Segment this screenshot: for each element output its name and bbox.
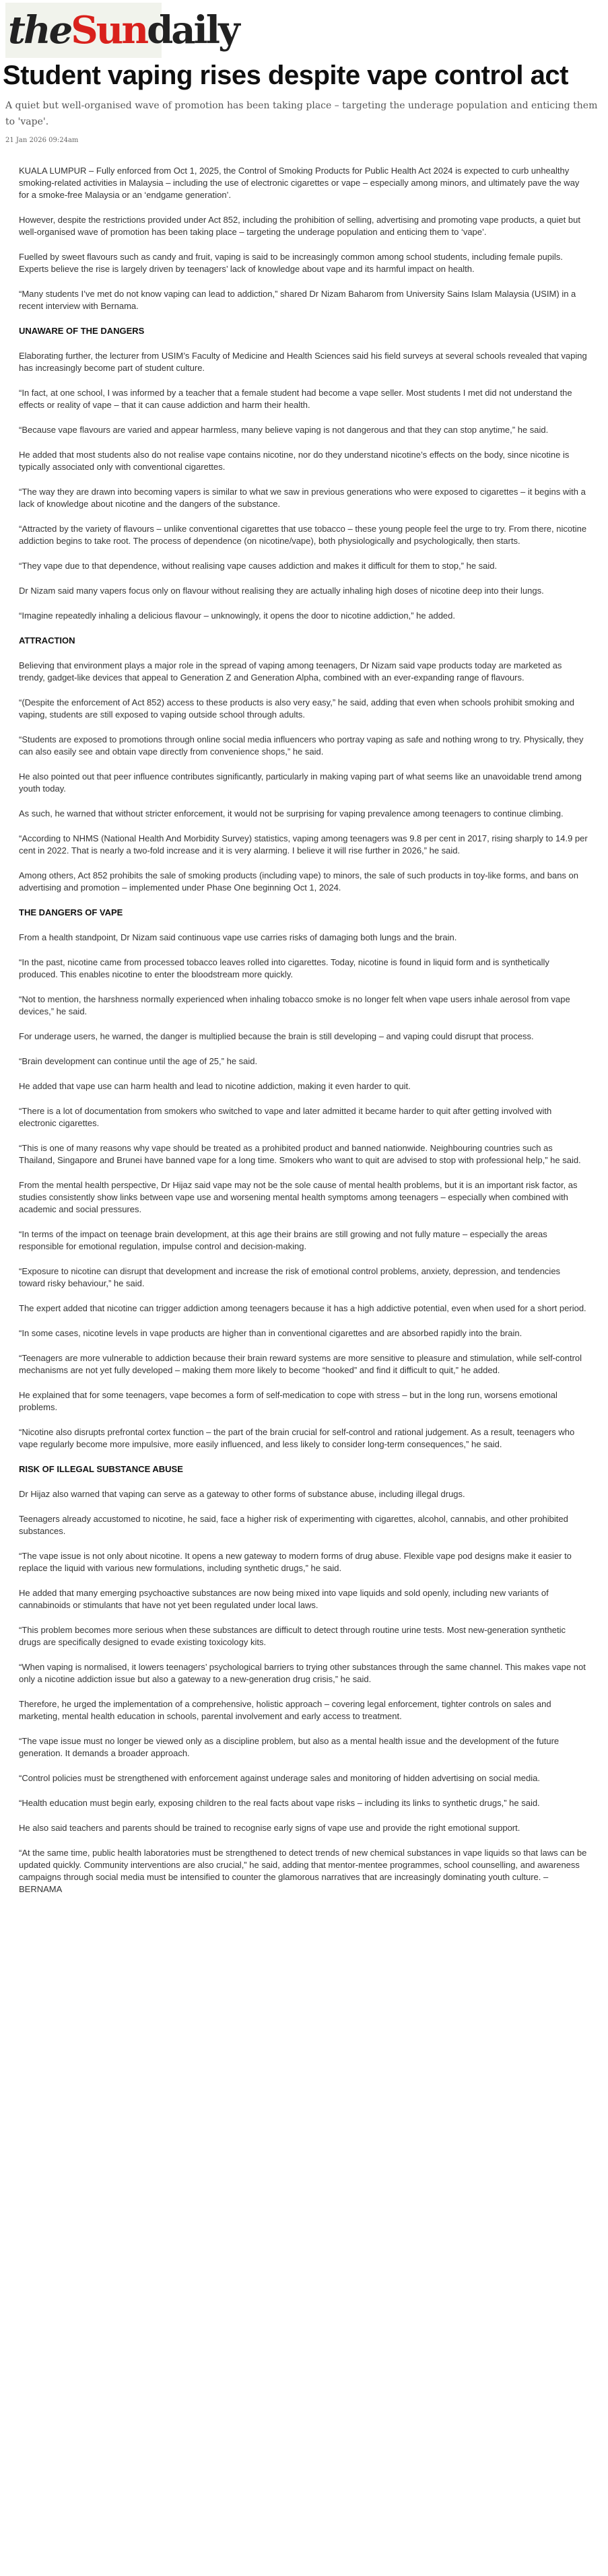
article-paragraph: “The vape issue must no longer be viewed only as a discipline problem, but also as a mental health issue and the development of the future generation. It demands a broader approach. <box>19 1736 560 1758</box>
article-headline: Student vaping rises despite vape control act <box>3 61 568 90</box>
article-paragraph: Dr Hijaz also warned that vaping can serve as a gateway to other forms of substance abuse, including illegal drugs. <box>19 1489 465 1499</box>
article-paragraph: However, despite the restrictions provided under Act 852, including the prohibition of selling, advertising and promoting vape products, a quiet but well-organised wave of promotion has been taking place – targeting the underage population and enticing them to ‘vape’. <box>19 215 580 237</box>
article-paragraph: “According to NHMS (National Health And Morbidity Survey) statistics, vaping among teenagers was 9.8 per cent in 2017, rising sharply to 14.9 per cent in 2022. That is nearly a two-fold increase and it is very alarming. I believe it will rise further in 2026,” he said. <box>19 833 588 856</box>
article-paragraph: “Because vape flavours are varied and appear harmless, many believe vaping is not dangerous and that they can stop anytime,” he said. <box>19 425 549 435</box>
article-paragraph: Believing that environment plays a major role in the spread of vaping among teenagers, Dr Nizam said vape products today are marketed as trendy, gadget-like devices that appeal to Generation Z and Generation Alpha, combined with an ever-expanding range of flavours. <box>19 660 562 683</box>
logo-sun: Sun <box>71 8 147 53</box>
article-paragraph: The expert added that nicotine can trigger addiction among teenagers because it has a high addictive potential, even when used for a short period. <box>19 1303 586 1313</box>
article-paragraph: “At the same time, public health laboratories must be strengthened to detect trends of new chemical substances in vape liquids so that laws can be updated quickly. Community interventions are also crucial,” he said, adding that mentor-mentee programmes, school counselling, and awareness campaigns through social media must be intensified to counter the glamorous narratives that are increasingly dominating youth culture. – BERNAMA <box>19 1848 587 1894</box>
logo-wordmark <box>8 8 238 53</box>
article-dateline: 21 Jan 2026 09:24am <box>5 137 79 144</box>
article-paragraph: He added that many emerging psychoactive substances are now being mixed into vape liquids and sold openly, including new variants of cannabinoids or stimulants that have not yet been regulated under local laws. <box>19 1588 549 1610</box>
article-paragraph: “In fact, at one school, I was informed by a teacher that a female student had become a vape seller. Most students I met did not understand the effects or reality of vape – that it can cause addiction and harm their health. <box>19 388 572 410</box>
logo-daily: daily <box>147 8 238 53</box>
article-paragraph: “Attracted by the variety of flavours – unlike conventional cigarettes that use tobacco – these young people feel the urge to try. From there, nicotine addiction begins to take root. The process of dependence (on nicotine/vape), both physiologically and psychologically, then starts. <box>19 524 587 546</box>
thesun-logo[interactable] <box>5 3 238 58</box>
article-paragraph: “This problem becomes more serious when these substances are difficult to detect through routine urine tests. Most new-generation synthetic drugs are specifically designed to evade existing toxicology kits. <box>19 1625 566 1647</box>
article-paragraph: “This is one of many reasons why vape should be treated as a prohibited product and banned nationwide. Neighbouring countries such as Thailand, Singapore and Brunei have banned vape for a long time. Smokers who want to quit are advised to stop with professional help,” he said. <box>19 1143 581 1165</box>
article-paragraph: “When vaping is normalised, it lowers teenagers’ psychological barriers to trying other substances through the same channel. This makes vape not only a nicotine addiction issue but also a gateway to a new-generation drug crisis,” he said. <box>19 1662 586 1684</box>
article-paragraph: Fuelled by sweet flavours such as candy and fruit, vaping is said to be increasingly common among school students, including female pupils. Experts believe the rise is largely driven by teenagers’ lack of knowledge about vape and its harmful impact on health. <box>19 252 563 274</box>
article-body <box>19 165 588 1908</box>
article-paragraph: Therefore, he urged the implementation of a comprehensive, holistic approach – covering legal enforcement, tighter controls on sales and marketing, mental health education in schools, parental involvement and early access to treatment. <box>19 1699 551 1721</box>
article-paragraph: As such, he warned that without stricter enforcement, it would not be surprising for vaping prevalence among teenagers to continue climbing. <box>19 808 564 819</box>
article-paragraph: KUALA LUMPUR – Fully enforced from Oct 1, 2025, the Control of Smoking Products for Public Health Act 2024 is expected to curb unhealthy smoking-related activities in Malaysia – including the use of electronic cigarettes or vape – especially among minors, and ultimately pave the way for a smoke-free Malaysia or an ‘endgame generation’. <box>19 166 580 200</box>
article-paragraph: He explained that for some teenagers, vape becomes a form of self-medication to cope with stress – but in the long run, worsens emotional problems. <box>19 1390 558 1412</box>
article-paragraph: He also said teachers and parents should be trained to recognise early signs of vape use and provide the right emotional support. <box>19 1823 520 1833</box>
article-paragraph: “Nicotine also disrupts prefrontal cortex function – the part of the brain crucial for self-control and rational judgement. As a result, teenagers who vape regularly become more impulsive, more easily influenced, and less likely to consider long-term consequences,” he said. <box>19 1427 575 1449</box>
article-paragraph: Dr Nizam said many vapers focus only on flavour without realising they are actually inhaling high doses of nicotine deep into their lungs. <box>19 586 544 596</box>
section-heading: ATTRACTION <box>19 635 75 646</box>
article-paragraph: For underage users, he warned, the danger is multiplied because the brain is still developing – and vaping could disrupt that process. <box>19 1031 534 1041</box>
article-paragraph: Elaborating further, the lecturer from USIM’s Faculty of Medicine and Health Sciences said his field surveys at several schools revealed that vaping has increasingly become part of student culture. <box>19 351 587 373</box>
article-paragraph: “They vape due to that dependence, without realising vape causes addiction and makes it difficult for them to stop,” he said. <box>19 561 498 571</box>
article-paragraph: “Control policies must be strengthened with enforcement against underage sales and monitoring of hidden advertising on social media. <box>19 1773 540 1783</box>
article-paragraph: Among others, Act 852 prohibits the sale of smoking products (including vape) to minors, the sale of such products in toy-like forms, and bans on advertising and promotion – implemented under Phase One beginning Oct 1, 2024. <box>19 870 578 893</box>
article-paragraph: He also pointed out that peer influence contributes significantly, particularly in making vaping part of what seems like an unavoidable trend among youth today. <box>19 771 582 794</box>
article-paragraph: “In terms of the impact on teenage brain development, at this age their brains are still growing and not fully mature – especially the areas responsible for emotional regulation, impulse control and decision-making. <box>19 1229 547 1251</box>
section-heading: UNAWARE OF THE DANGERS <box>19 326 145 336</box>
section-heading: THE DANGERS OF VAPE <box>19 907 123 917</box>
article-paragraph: “Students are exposed to promotions through online social media influencers who portray vaping as safe and nothing wrong to try. Physically, they can also easily see and obtain vape directly from convenience shops,” he said. <box>19 734 584 757</box>
article-paragraph: “Not to mention, the harshness normally experienced when inhaling tobacco smoke is no longer felt when vape users inhale aerosol from vape devices,” he said. <box>19 994 570 1016</box>
logo-the: the <box>8 8 71 53</box>
article-paragraph: “Teenagers are more vulnerable to addiction because their brain reward systems are more sensitive to pleasure and stimulation, while self-control mechanisms are not yet fully developed – making them more likely to become “hooked” and find it difficult to quit,” he added. <box>19 1353 582 1375</box>
article-paragraph: “There is a lot of documentation from smokers who switched to vape and later admitted it became harder to quit after getting involved with electronic cigarettes. <box>19 1106 552 1128</box>
article-paragraph: Teenagers already accustomed to nicotine, he said, face a higher risk of experimenting with cigarettes, alcohol, cannabis, and other prohibited substances. <box>19 1514 568 1536</box>
section-heading: RISK OF ILLEGAL SUBSTANCE ABUSE <box>19 1464 183 1474</box>
article-paragraph: “In the past, nicotine came from processed tobacco leaves rolled into cigarettes. Today, nicotine is found in liquid form and is synthetically produced. This enables nicotine to enter the bloodstream more quickly. <box>19 957 549 979</box>
article-paragraph: “The way they are drawn into becoming vapers is similar to what we saw in previous generations who were exposed to cigarettes – it begins with a lack of knowledge about nicotine and the dangers of the substance. <box>19 487 586 509</box>
article-standfirst: A quiet but well-organised wave of promotion has been taking place – targeting the underage population and enticing them to 'vape'. <box>5 100 598 127</box>
article-paragraph: “The vape issue is not only about nicotine. It opens a new gateway to modern forms of drug abuse. Flexible vape pod designs make it easier to replace the liquid with various new formulations, including synthetic drugs,” he said. <box>19 1551 572 1573</box>
article-paragraph: “Brain development can continue until the age of 25,” he said. <box>19 1056 258 1066</box>
article-paragraph: “In some cases, nicotine levels in vape products are higher than in conventional cigarettes and are absorbed rapidly into the brain. <box>19 1328 522 1338</box>
article-paragraph: From a health standpoint, Dr Nizam said continuous vape use carries risks of damaging both lungs and the brain. <box>19 932 457 942</box>
article-paragraph: “Imagine repeatedly inhaling a delicious flavour – unknowingly, it opens the door to nicotine addiction,” he added. <box>19 611 456 621</box>
article-paragraph: “Health education must begin early, exposing children to the real facts about vape risks – including its links to synthetic drugs,” he said. <box>19 1798 540 1808</box>
article-paragraph: From the mental health perspective, Dr Hijaz said vape may not be the sole cause of mental health problems, but it is an important risk factor, as studies consistently show links between vape use and worsening mental health symptoms among teenagers – especially when combined with academic and social pressures. <box>19 1180 578 1214</box>
article-paragraph: “(Despite the enforcement of Act 852) access to these products is also very easy,” he said, adding that even when schools prohibit smoking and vaping, students are still exposed to vaping outside school through adults. <box>19 697 574 720</box>
article-paragraph: He added that vape use can harm health and lead to nicotine addiction, making it even harder to quit. <box>19 1081 411 1091</box>
article-paragraph: “Exposure to nicotine can disrupt that development and increase the risk of emotional control problems, anxiety, depression, and tendencies toward risky behaviour,” he said. <box>19 1266 561 1288</box>
article-paragraph: “Many students I’ve met do not know vaping can lead to addiction,” shared Dr Nizam Baharom from University Sains Islam Malaysia (USIM) in a recent interview with Bernama. <box>19 289 576 311</box>
article-paragraph: He added that most students also do not realise vape contains nicotine, nor do they understand nicotine’s effects on the body, since nicotine is typically associated only with conventional cigarettes. <box>19 450 570 472</box>
